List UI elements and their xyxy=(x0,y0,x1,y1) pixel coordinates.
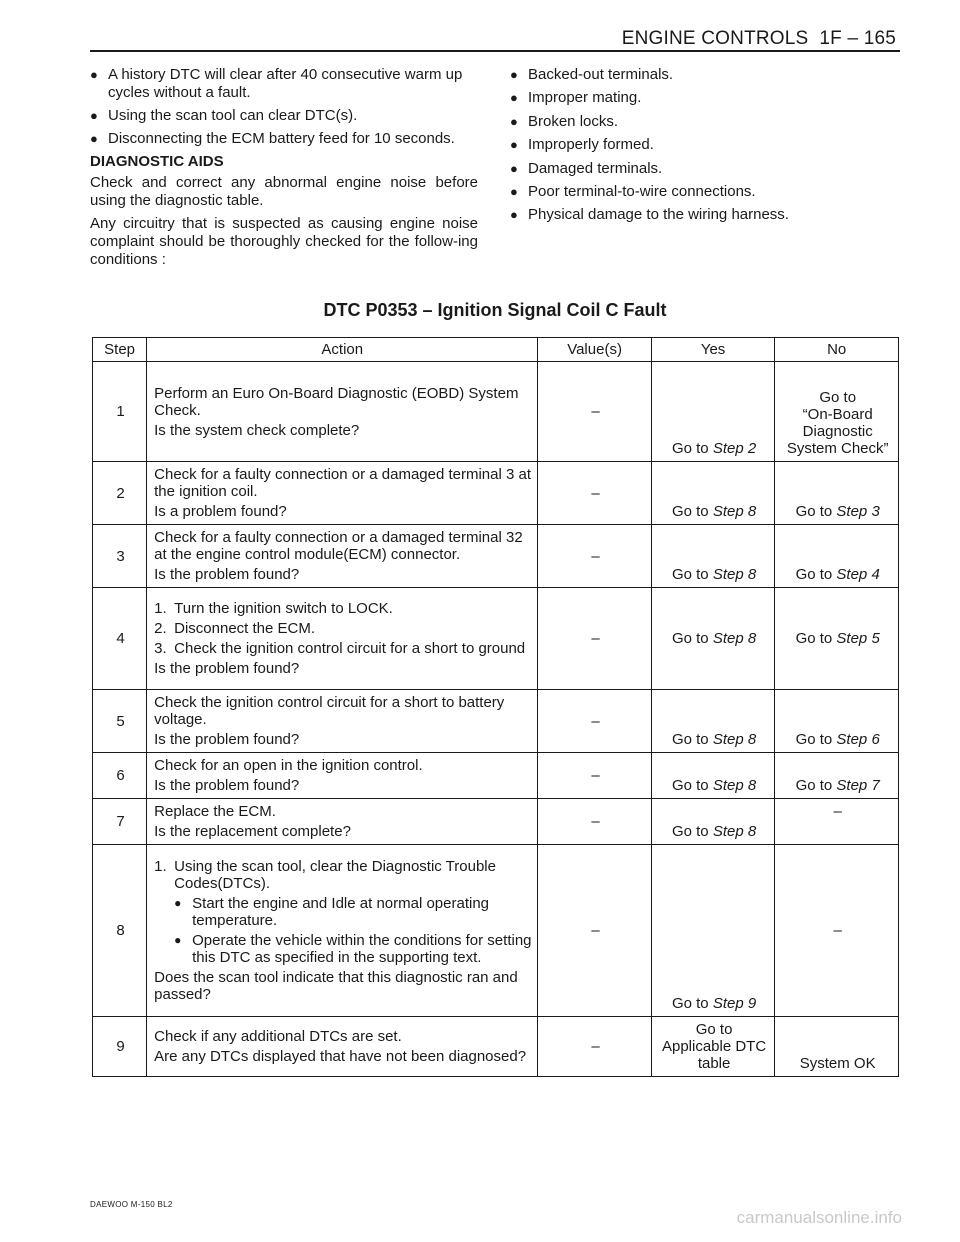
action-cell: Check for a faulty connection or a damaged terminal 32 at the engine control module(ECM) connector. Is the problem found? xyxy=(147,525,538,588)
step-number: 5 xyxy=(93,690,147,753)
no-cell: – xyxy=(775,845,899,1017)
yes-cell: Go to Step 8 xyxy=(651,690,775,753)
no-cell: – xyxy=(775,799,899,845)
step-number: 1 xyxy=(93,362,147,462)
no-cell: Go to Step 6 xyxy=(775,690,899,753)
yes-cell: Go to Step 8 xyxy=(651,462,775,525)
table-row xyxy=(93,588,899,690)
bullet-icon: ● xyxy=(510,160,518,176)
yes-cell: Go to Step 8 xyxy=(651,588,775,690)
bullet-icon: ● xyxy=(90,67,98,82)
action-cell: 1. Using the scan tool, clear the Diagnostic Trouble Codes(DTCs). ● Start the engine and Idle at normal operating temperature. ● Operate the vehicle within the conditions for setting this DTC as specified in the supporting text. Does the scan tool indicate that this diagnostic ran and passed? xyxy=(147,845,538,1017)
list-item: ● Improperly formed. xyxy=(510,136,654,154)
header-step: Step xyxy=(93,338,147,362)
bullet-icon: ● xyxy=(510,90,518,106)
page-footer: DAEWOO M-150 BL2 xyxy=(90,1200,173,1209)
list-item: ● Backed-out terminals. xyxy=(510,66,674,83)
table-title: DTC P0353 – Ignition Signal Coil C Fault xyxy=(323,300,667,320)
watermark: carmanualsonline.info xyxy=(736,1208,902,1227)
value-cell: – xyxy=(538,753,651,799)
bullet-icon: ● xyxy=(174,933,182,947)
table-row xyxy=(93,753,899,799)
bullet-icon: ● xyxy=(510,67,518,82)
diagnostic-aids-paragraph: Check and correct any abnormal engine noise before using the diagnostic table. xyxy=(90,174,478,209)
no-cell: System OK xyxy=(775,1017,899,1077)
list-item: ● Poor terminal-to-wire connections. xyxy=(510,182,756,200)
page-header xyxy=(622,28,896,50)
value-cell: – xyxy=(538,690,651,753)
step-number: 7 xyxy=(93,799,147,845)
value-cell: – xyxy=(538,525,651,588)
list-item: ● Using the scan tool can clear DTC(s). xyxy=(90,107,358,124)
header-no: No xyxy=(775,338,899,362)
list-item: ● Physical damage to the wiring harness. xyxy=(510,206,789,224)
bullet-icon: ● xyxy=(510,207,518,223)
value-cell: – xyxy=(538,845,651,1017)
no-cell: Go to Step 3 xyxy=(775,462,899,525)
bullet-icon: ● xyxy=(510,137,518,153)
action-cell: Replace the ECM. Is the replacement complete? xyxy=(147,799,538,845)
table-row xyxy=(93,845,899,1017)
bullet-icon: ● xyxy=(510,113,518,129)
no-cell: Go to Step 4 xyxy=(775,525,899,588)
list-item: ● Damaged terminals. xyxy=(510,159,663,177)
header-value: Value(s) xyxy=(538,338,651,362)
table-row xyxy=(93,525,899,588)
yes-cell: Go to Step 9 xyxy=(651,845,775,1017)
step-number: 2 xyxy=(93,462,147,525)
right-column xyxy=(510,66,900,230)
header-page-number: 1F – 165 xyxy=(819,28,896,49)
table-row xyxy=(93,362,899,462)
yes-cell: Go to Step 8 xyxy=(651,799,775,845)
list-item: ● A history DTC will clear after 40 consecutive warm up cycles without a fault. xyxy=(90,66,463,101)
header-action: Action xyxy=(147,338,538,362)
value-cell: – xyxy=(538,799,651,845)
yes-cell: Go to Step 2 xyxy=(651,362,775,462)
yes-cell: Go to Step 8 xyxy=(651,753,775,799)
list-item: ● Broken locks. xyxy=(510,112,619,130)
list-item: ● Disconnecting the ECM battery feed for 10 seconds. xyxy=(90,130,455,147)
step-number: 4 xyxy=(93,588,147,690)
no-cell: Go to Step 7 xyxy=(775,753,899,799)
value-cell: – xyxy=(538,362,651,462)
value-cell: – xyxy=(538,1017,651,1077)
action-cell: Check if any additional DTCs are set. Are any DTCs displayed that have not been diagnosed? xyxy=(147,1017,538,1077)
bullet-icon: ● xyxy=(174,896,182,910)
action-cell: 1. Turn the ignition switch to LOCK. 2. Disconnect the ECM. 3. Check the ignition control circuit for a short to ground Is the problem found? xyxy=(147,588,538,690)
no-cell: Go to Step 5 xyxy=(775,588,899,690)
step-number: 3 xyxy=(93,525,147,588)
action-cell: Perform an Euro On-Board Diagnostic (EOBD) System Check. Is the system check complete? xyxy=(147,362,538,462)
table-row xyxy=(93,690,899,753)
table-row xyxy=(93,1017,899,1077)
diagnostic-aids-paragraph: Any circuitry that is suspected as causing engine noise complaint should be thoroughly checked for the follow-ing conditions : xyxy=(90,215,478,268)
action-cell: Check for an open in the ignition control. Is the problem found? xyxy=(147,753,538,799)
yes-cell: Go to Step 8 xyxy=(651,525,775,588)
bullet-icon: ● xyxy=(90,108,98,123)
table-header-row xyxy=(93,338,899,362)
value-cell: – xyxy=(538,462,651,525)
table-row xyxy=(93,799,899,845)
table-row xyxy=(93,462,899,525)
header-yes: Yes xyxy=(651,338,775,362)
header-section: ENGINE CONTROLS xyxy=(621,28,809,49)
bullet-icon: ● xyxy=(510,183,518,199)
action-cell: Check for a faulty connection or a damaged terminal 3 at the ignition coil. Is a problem found? xyxy=(147,462,538,525)
list-item: ● Improper mating. xyxy=(510,89,642,107)
diagnostic-aids-heading: DIAGNOSTIC AIDS xyxy=(90,153,224,170)
yes-cell: Go to Applicable DTC table xyxy=(651,1017,775,1077)
step-number: 8 xyxy=(93,845,147,1017)
left-column xyxy=(90,66,478,274)
action-cell: Check the ignition control circuit for a short to battery voltage. Is the problem found? xyxy=(147,690,538,753)
no-cell: Go to “On-Board Diagnostic System Check” xyxy=(775,362,899,462)
value-cell: – xyxy=(538,588,651,690)
bullet-icon: ● xyxy=(90,131,98,146)
step-number: 9 xyxy=(93,1017,147,1077)
diagnostic-table xyxy=(92,337,899,1077)
header-rule xyxy=(90,50,900,52)
step-number: 6 xyxy=(93,753,147,799)
